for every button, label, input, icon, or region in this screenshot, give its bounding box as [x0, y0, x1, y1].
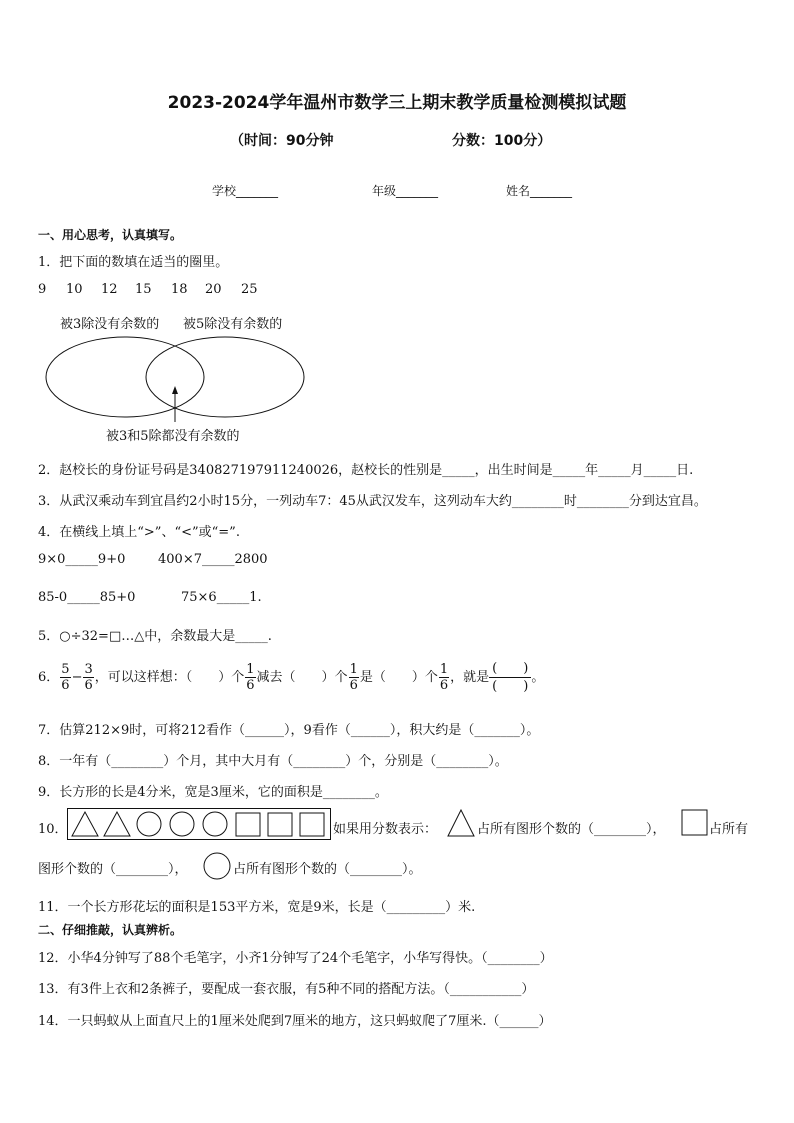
question-1: 1．把下面的数填在适当的圈里。: [38, 255, 229, 270]
circle-shape: [203, 812, 227, 836]
triangle-icon: [446, 808, 476, 838]
question-10-square-text: 占所有: [709, 822, 749, 837]
fraction: $\frac{1}{6}$: [246, 662, 255, 693]
name-field: 姓名_______: [506, 184, 573, 198]
question-2: 2．赵校长的身份证号码是340827197911240026，赵校长的性别是_____，出生时间是_____年_____月_____日.: [38, 463, 694, 478]
question-5: 5．○÷32=□…△中，余数最大是_____.: [38, 629, 272, 644]
question-7: 7．估算212×9时，可将212看作（______），9看作（______），积大约是（_______）。: [38, 723, 540, 738]
exam-score: 分数：100分）: [452, 133, 552, 149]
venn-circle-right: [146, 337, 304, 417]
triangle-shape: [72, 812, 98, 836]
question-10-square-answer: 图形个数的（________），: [38, 862, 188, 877]
section-1-heading: 一、用心思考，认真填写。: [38, 228, 183, 242]
question-8: 8．一年有（________）个月，其中大月有（________）个，分别是（________）。: [38, 754, 508, 769]
question-14: 14．一只蚂蚁从上面直尺上的1厘米处爬到7厘米的地方，这只蚂蚁爬了7厘米.（______）: [38, 1014, 552, 1029]
triangle-shape: [104, 812, 130, 836]
fraction: $\frac{3}{6}$: [84, 662, 93, 693]
circle-icon: [202, 851, 232, 881]
question-10-circle-answer: 占所有图形个数的（________）。: [233, 862, 422, 877]
question-11: 11．一个长方形花坛的面积是153平方米，宽是9米，长是（_________）米.: [38, 900, 476, 915]
square-shape: [268, 813, 292, 836]
square-shape: [300, 813, 324, 836]
question-10-text: 如果用分数表示：: [333, 822, 438, 837]
fraction: $\frac{5}{6}$: [61, 662, 70, 693]
fraction: $\frac{1}{6}$: [439, 662, 449, 693]
venn-label-left: 被3除没有余数的: [60, 317, 160, 332]
question-4b: 400×7_____2800: [158, 552, 268, 567]
venn-diagram: [44, 334, 310, 424]
grade-field: 年级_______: [372, 184, 439, 198]
question-4d: 75×6_____1.: [181, 590, 262, 605]
number-item: 20: [205, 282, 222, 297]
question-10-number: 10．: [38, 822, 68, 837]
circle-shape: [170, 812, 194, 836]
school-field: 学校_______: [212, 184, 279, 198]
venn-circle-left: [46, 337, 204, 417]
question-3: 3．从武汉乘动车到宜昌约2小时15分，一列动车7：45从武汉发车，这列动车大约________时________分到达宜昌。: [38, 494, 707, 509]
section-2-heading: 二、仔细推敲，认真辨析。: [38, 923, 183, 937]
venn-label-bottom: 被3和5除都没有余数的: [106, 429, 240, 444]
question-12: 12．小华4分钟写了88个毛笔字，小齐1分钟写了24个毛笔字，小华写得快。（________）: [38, 951, 553, 966]
exam-time: （时间：90分钟: [230, 133, 334, 149]
fraction: $\frac{1}{6}$: [349, 662, 358, 693]
question-4a: 9×0_____9+0: [38, 552, 126, 567]
question-10-triangle-answer: 占所有图形个数的（________），: [477, 822, 666, 837]
venn-label-right: 被5除没有余数的: [183, 317, 283, 332]
venn-arrow-head: [172, 386, 178, 394]
page-title: 2023-2024学年温州市数学三上期末教学质量检测模拟试题: [167, 93, 627, 113]
question-6: 6． $\frac{5}{6}$ − $\frac{3}{6}$ ，可以这样想：（ ）个 $\frac{1}{6}$ 减去（ ）个 $\frac{1}{6}$ 是（ ）个 $\frac{1}{6}$ ，就是 $\frac{( )}{( )}$。: [38, 661, 545, 694]
number-item: 18: [171, 282, 188, 297]
square-shape: [236, 813, 260, 836]
question-4c: 85-0_____85+0: [38, 590, 136, 605]
number-item: 12: [101, 282, 118, 297]
circle-shape: [137, 812, 161, 836]
shape-row: [67, 808, 331, 840]
square-icon: [681, 809, 708, 836]
number-item: 9: [38, 282, 47, 297]
number-item: 10: [66, 282, 83, 297]
question-4: 4．在横线上填上“>”、“<”或“=”.: [38, 525, 240, 540]
number-item: 15: [135, 282, 152, 297]
answer-fraction: $\frac{( )}{( )}$: [489, 660, 531, 695]
number-item: 25: [241, 282, 258, 297]
question-13: 13．有3件上衣和2条裤子，要配成一套衣服，有5种不同的搭配方法。（___________）: [38, 982, 535, 997]
question-9: 9．长方形的长是4分米，宽是3厘米，它的面积是________。: [38, 785, 388, 800]
